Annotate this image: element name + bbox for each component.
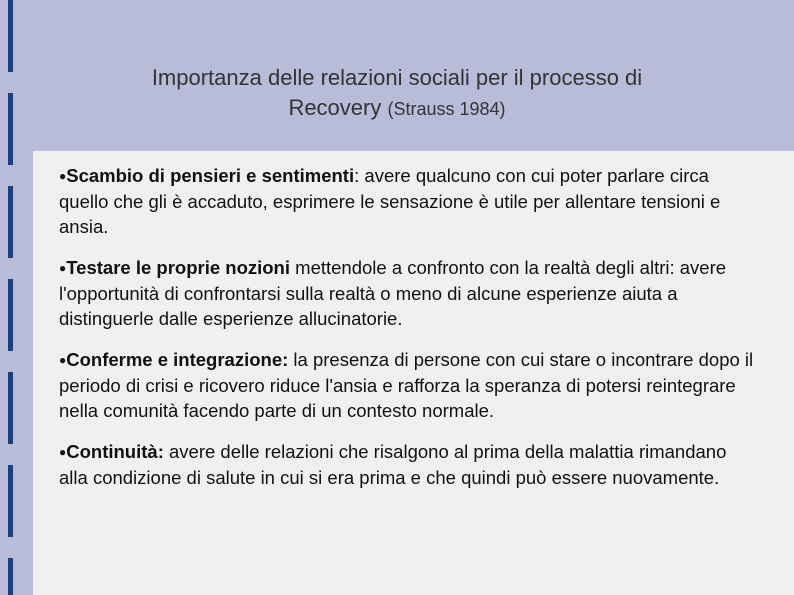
- bullet-text: la presenza di persone con cui stare o incontrare dopo il periodo di crisi e ricovero riduce l'ansia e rafforza la speranza di potersi reintegrare nella comunità facendo parte di un contesto normale.: [59, 349, 754, 421]
- rail-bar-1: [8, 0, 13, 72]
- bullet-lead: Conferme e integrazione:: [66, 349, 289, 370]
- bullet-text: : avere qualcuno con cui poter parlare circa quello che gli è accaduto, esprimere le sensazione è utile per allentare tensioni e ansia.: [59, 165, 721, 237]
- title-subtitle: (Strauss 1984): [387, 99, 506, 119]
- left-decorative-rail: [0, 0, 14, 595]
- bullet-dot-icon: ●: [59, 353, 67, 367]
- title-line-1: Importanza delle relazioni sociali per il processo di: [151, 65, 643, 90]
- bullet-dot-icon: ●: [59, 169, 67, 183]
- rail-bar-7: [8, 558, 13, 595]
- bullet-dot-icon: ●: [59, 261, 67, 275]
- bullet-item: [59, 255, 759, 331]
- bullet-list: [59, 163, 759, 490]
- rail-bar-2: [8, 93, 13, 165]
- bullet-text: avere delle relazioni che risalgono al prima della malattia rimandano alla condizione di salute in cui si era prima e che quindi può essere nuovamente.: [59, 441, 727, 488]
- bullet-item: [59, 439, 759, 490]
- title-line-2: [40, 93, 754, 124]
- bullet-item: [59, 347, 759, 423]
- bullet-lead: Scambio di pensieri e sentimenti: [66, 165, 355, 186]
- bullet-text: mettendole a confronto con la realtà degli altri: avere l'opportunità di confrontarsi sulla realtà o meno di alcune esperienze aiuta a distinguerle dalle esperienze allucinatorie.: [59, 257, 727, 329]
- rail-bar-5: [8, 372, 13, 444]
- slide-title: [40, 63, 754, 124]
- bullet-dot-icon: ●: [59, 445, 67, 459]
- bullet-item: [59, 163, 759, 239]
- rail-bar-3: [8, 186, 13, 258]
- rail-bar-6: [8, 465, 13, 537]
- title-main: Recovery: [288, 95, 382, 120]
- bullet-lead: Testare le proprie nozioni: [66, 257, 291, 278]
- bullet-lead: Continuità:: [66, 441, 164, 462]
- rail-bar-4: [8, 279, 13, 351]
